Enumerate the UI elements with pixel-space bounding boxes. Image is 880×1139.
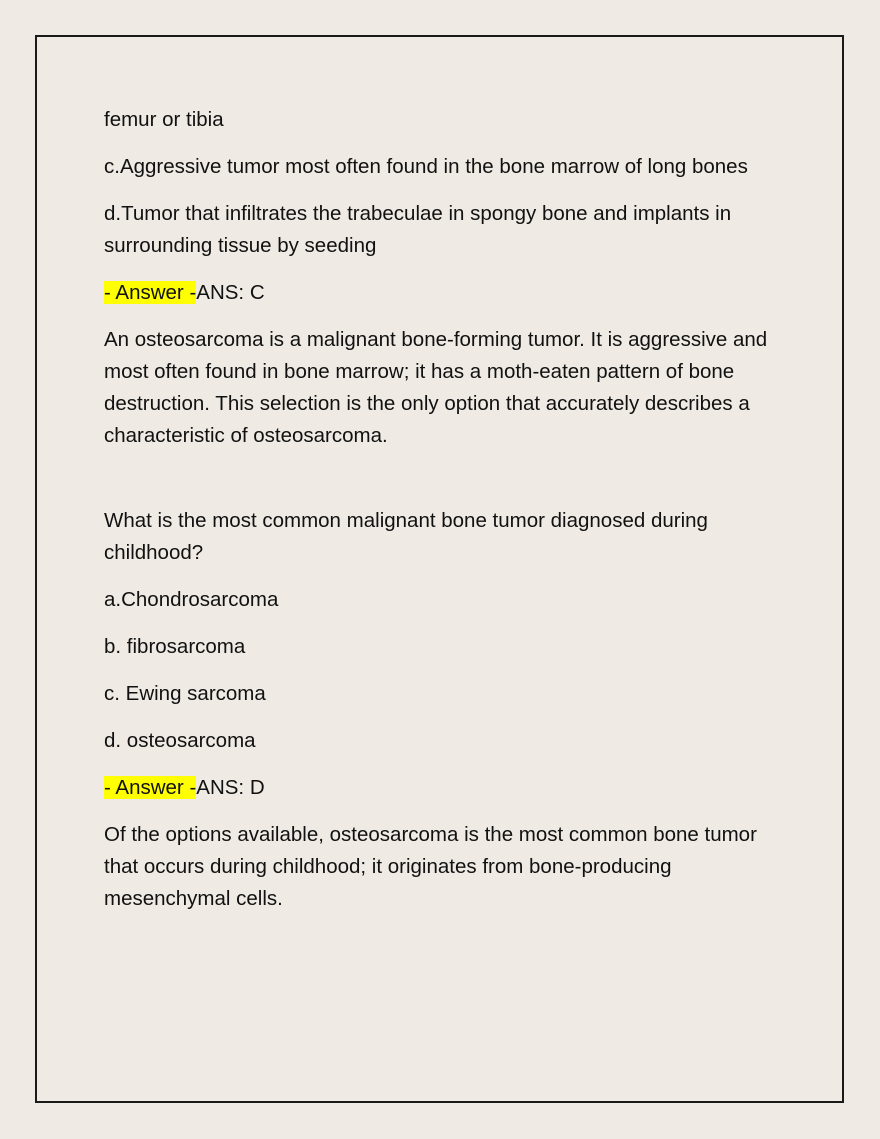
q2-answer-label: - Answer - [104,776,197,799]
q1-answer-label: - Answer - [104,281,197,304]
q2-option-d: d. osteosarcoma [104,729,256,752]
q2-answer-value: ANS: D [196,776,265,799]
q2-answer [104,772,794,804]
document-content [104,104,794,930]
q2-option-c: c. Ewing sarcoma [104,682,266,705]
q1-rationale: An osteosarcoma is a malignant bone-forming tumor. It is aggressive and most often found in bone marrow; it has a moth-eaten pattern of bone destruction. This selection is the only option that accurately describes a characteristic of osteosarcoma. [104,328,768,447]
q1-answer [104,277,794,309]
q2-option-a: a.Chondrosarcoma [104,588,279,611]
q1-continuation: femur or tibia [104,108,224,131]
q1-option-d: d.Tumor that infiltrates the trabeculae in spongy bone and implants in surrounding tissue by seeding [104,202,732,257]
q1-answer-value: ANS: C [196,281,265,304]
q2-rationale: Of the options available, osteosarcoma is the most common bone tumor that occurs during childhood; it originates from bone-producing mesenchymal cells. [104,823,757,910]
q2-question: What is the most common malignant bone tumor diagnosed during childhood? [104,509,708,564]
q2-option-b: b. fibrosarcoma [104,635,246,658]
question-spacer [104,467,794,505]
q1-option-c: c.Aggressive tumor most often found in the bone marrow of long bones [104,155,748,178]
